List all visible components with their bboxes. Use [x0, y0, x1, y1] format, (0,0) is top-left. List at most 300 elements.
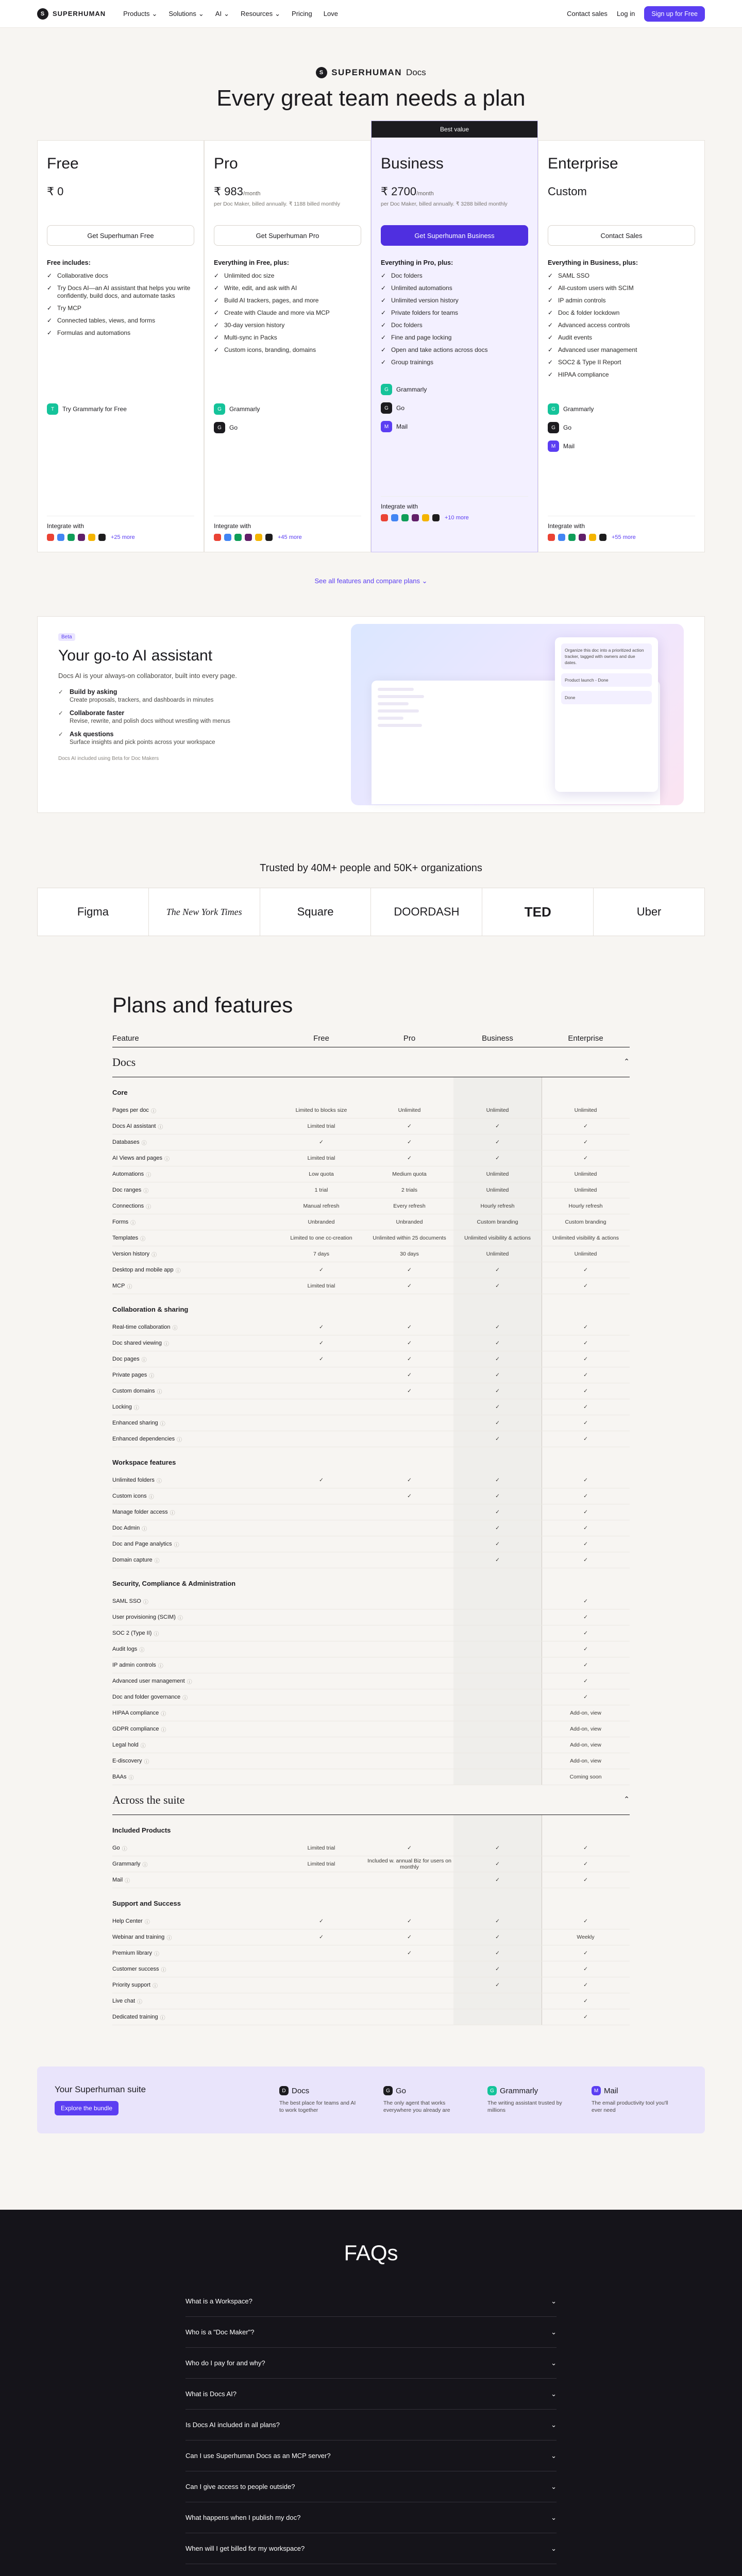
section-toggle[interactable]	[112, 1785, 630, 1815]
check-icon: ✓	[319, 1340, 324, 1346]
info-icon: ⓘ	[154, 1951, 160, 1957]
check-icon: ✓	[407, 1934, 412, 1940]
check-icon: ✓	[495, 1877, 500, 1883]
faq-question[interactable]	[185, 2502, 556, 2533]
hero-brand: SUPERHUMAN	[331, 67, 402, 77]
info-icon: ⓘ	[160, 2015, 165, 2021]
compare-table	[112, 1030, 630, 2025]
check-icon: ✓	[319, 1324, 324, 1330]
nav-item-label: AI	[215, 10, 222, 18]
pricing-plans	[37, 126, 705, 552]
feature-item	[214, 284, 361, 292]
check-icon: ✓	[495, 1388, 500, 1394]
feature-item	[47, 329, 194, 337]
info-icon: ⓘ	[161, 1967, 166, 1973]
feature-label: Automations	[112, 1171, 144, 1177]
nav-item-pricing[interactable]	[292, 10, 312, 18]
feature-name	[112, 1266, 277, 1274]
info-icon: ⓘ	[141, 1357, 147, 1363]
integrations-more-link[interactable]: +45 more	[278, 534, 302, 540]
info-icon: ⓘ	[146, 1172, 151, 1178]
feature-label: Domain capture	[112, 1557, 153, 1563]
feature-label: Mail	[112, 1877, 123, 1883]
check-icon: ✓	[495, 1966, 500, 1972]
check-icon: ✓	[583, 1388, 588, 1394]
integrations-more-link[interactable]: +25 more	[111, 534, 135, 540]
compare-section	[112, 1785, 630, 2025]
faq-question[interactable]	[185, 2564, 556, 2576]
info-icon: ⓘ	[151, 1252, 157, 1258]
check-icon: ✓	[495, 1934, 500, 1940]
check-icon: ✓	[495, 1420, 500, 1426]
check-icon: ✓	[47, 317, 53, 324]
integration-icon	[245, 534, 252, 541]
info-icon: ⓘ	[164, 1156, 170, 1162]
check-icon: ✓	[548, 359, 553, 366]
table-cell: Custom branding	[565, 1219, 606, 1225]
table-row	[112, 1399, 630, 1415]
login-link[interactable]: Log in	[616, 10, 635, 18]
nav-item-products[interactable]	[123, 10, 157, 18]
chevron-down-icon: ⌄	[275, 9, 281, 18]
feature-item	[214, 334, 361, 342]
suite-product-mail[interactable]	[583, 2086, 687, 2114]
table-cell: Unlimited	[574, 1187, 597, 1193]
table-row	[112, 1721, 630, 1737]
hero	[0, 28, 742, 111]
table-cell: Unlimited	[398, 1107, 421, 1113]
integrations-label: Integrate with	[548, 522, 585, 530]
grammarly-icon: G	[381, 384, 392, 395]
included-apps	[381, 384, 528, 439]
faq-question-text: Can I use Superhuman Docs as an MCP server?	[185, 2452, 331, 2460]
feature-label: Live chat	[112, 1998, 136, 2004]
included-app	[214, 422, 361, 433]
feature-item	[548, 297, 695, 304]
feature-label: 30-day version history	[224, 321, 285, 329]
info-icon: ⓘ	[143, 1599, 148, 1605]
table-row	[112, 1961, 630, 1977]
faq-question[interactable]	[185, 2471, 556, 2502]
logo-square: Square	[260, 888, 372, 936]
grammarly-icon: G	[487, 2086, 497, 2095]
check-icon: ✓	[548, 284, 553, 292]
integrations	[47, 516, 194, 541]
faq-question-text: What is a Workspace?	[185, 2297, 252, 2305]
superhuman-logo-icon: S	[37, 8, 48, 20]
check-icon: ✓	[495, 1982, 500, 1988]
check-icon: ✓	[583, 1950, 588, 1956]
table-cell: Limited trial	[307, 1283, 335, 1289]
info-icon: ⓘ	[157, 1389, 162, 1395]
feature-label: Grammarly	[112, 1861, 141, 1867]
ai-feature	[58, 731, 336, 745]
table-row	[112, 1993, 630, 2009]
logo-ted: TED	[482, 888, 594, 936]
nav-item-ai[interactable]	[215, 10, 229, 18]
suite-product-docs[interactable]	[271, 2086, 375, 2114]
faq-question-text: What is Docs AI?	[185, 2390, 237, 2398]
info-icon: ⓘ	[142, 1862, 148, 1868]
table-cell: Add-on, view	[570, 1742, 601, 1748]
feature-item	[214, 297, 361, 304]
feature-name	[112, 1773, 277, 1781]
suite-product-go[interactable]	[375, 2086, 479, 2114]
faq-question[interactable]	[185, 2533, 556, 2564]
feature-label: SOC 2 (Type II)	[112, 1630, 152, 1636]
faq-question[interactable]	[185, 2286, 556, 2317]
check-icon: ✓	[495, 1404, 500, 1410]
table-row	[112, 1856, 630, 1872]
feature-label: MCP	[112, 1283, 125, 1289]
feature-label: Forms	[112, 1219, 129, 1225]
table-cell: Unlimited visibility & actions	[552, 1235, 619, 1241]
feature-name	[112, 1630, 277, 1637]
plan-cta-button[interactable]: Get Superhuman Pro	[214, 225, 361, 246]
feature-name	[112, 1965, 277, 1973]
info-icon: ⓘ	[122, 1846, 127, 1852]
features-heading: Everything in Business, plus:	[548, 259, 638, 266]
table-cell: Unlimited	[574, 1251, 597, 1257]
check-icon: ✓	[495, 1267, 500, 1273]
feature-item	[214, 321, 361, 329]
feature-item	[214, 346, 361, 354]
ai-feature	[58, 709, 336, 724]
ai-footnote: Docs AI included using Beta for Doc Makers	[58, 756, 159, 761]
faq-question[interactable]	[185, 2410, 556, 2441]
feature-list	[214, 272, 361, 354]
check-icon: ✓	[548, 297, 553, 304]
feature-group-title: Core	[112, 1089, 128, 1096]
check-icon: ✓	[214, 272, 220, 279]
feature-name	[112, 1950, 277, 1957]
suite-product-desc: The email productivity tool you'll ever need	[592, 2100, 668, 2113]
table-cell: Included w. annual Biz for users on monthly	[367, 1858, 451, 1870]
integration-icons	[47, 534, 194, 541]
feature-label: Real-time collaboration	[112, 1324, 171, 1330]
chevron-down-icon: ⌄	[551, 2389, 556, 2398]
ai-illustration	[351, 624, 684, 805]
contact-sales-link[interactable]: Contact sales	[567, 10, 608, 18]
check-icon: ✓	[495, 1509, 500, 1515]
logo-the-new-york-times: The New York Times	[149, 888, 260, 936]
chat-bubble: Product launch - Done	[561, 673, 652, 687]
chat-bubble: Done	[561, 691, 652, 704]
feature-label: Doc and folder governance	[112, 1694, 181, 1700]
feature-name	[112, 1493, 277, 1500]
feature-label: HIPAA compliance	[112, 1710, 159, 1716]
feature-name	[112, 1387, 277, 1395]
table-row	[112, 1552, 630, 1568]
table-cell: Unlimited	[574, 1171, 597, 1177]
check-icon: ✓	[548, 272, 553, 279]
feature-name	[112, 1981, 277, 1989]
feature-label: BAAs	[112, 1774, 127, 1780]
check-icon: ✓	[319, 1139, 324, 1145]
check-icon: ✓	[583, 1678, 588, 1684]
signup-button[interactable]: Sign up for Free	[644, 6, 705, 22]
check-icon: ✓	[495, 1356, 500, 1362]
feature-name	[112, 1123, 277, 1130]
ai-desc: Docs AI is your always-on collaborator, built into every page.	[58, 672, 237, 680]
table-row	[112, 1945, 630, 1961]
table-row	[112, 1415, 630, 1431]
feature-group-title: Collaboration & sharing	[112, 1306, 189, 1313]
feature-name	[112, 1860, 277, 1868]
table-row	[112, 1472, 630, 1488]
check-icon: ✓	[381, 334, 386, 341]
app-label: Mail	[563, 443, 575, 450]
check-icon: ✓	[47, 284, 53, 292]
plan-cta-button[interactable]: Contact Sales	[548, 225, 695, 246]
integration-icon	[47, 534, 54, 541]
hero-product: Docs	[406, 67, 426, 77]
suite-product-title	[592, 2086, 679, 2095]
check-icon: ✓	[583, 1404, 588, 1410]
check-icon: ✓	[319, 1356, 324, 1362]
feature-item	[548, 309, 695, 317]
plan-card-pro	[204, 140, 371, 552]
integrations-more-link[interactable]: +10 more	[445, 515, 469, 521]
feature-label: Audit events	[558, 334, 593, 341]
faq-question[interactable]	[185, 2441, 556, 2471]
explore-bundle-button[interactable]: Explore the bundle	[55, 2101, 119, 2115]
info-icon: ⓘ	[166, 1935, 172, 1941]
feature-label: Legal hold	[112, 1742, 139, 1748]
feature-name	[112, 1155, 277, 1162]
feature-name	[112, 1646, 277, 1653]
table-row	[112, 1840, 630, 1856]
info-icon: ⓘ	[177, 1615, 183, 1621]
price-value: Custom	[548, 185, 587, 198]
logo-doordash: DOORDASH	[371, 888, 482, 936]
suite-product-grammarly[interactable]	[479, 2086, 583, 2114]
included-app	[548, 403, 695, 415]
check-icon: ✓	[47, 329, 53, 336]
feature-name	[112, 1171, 277, 1178]
check-icon: ✓	[495, 1155, 500, 1161]
check-icon: ✓	[495, 1372, 500, 1378]
integrations-more-link[interactable]: +55 more	[612, 534, 636, 540]
check-icon: ✓	[319, 1934, 324, 1940]
column-header: Free	[313, 1034, 329, 1043]
feature-item	[381, 334, 528, 342]
feature-label: Audit logs	[112, 1646, 138, 1652]
integration-icon	[234, 534, 242, 541]
column-header: Pro	[403, 1034, 416, 1043]
table-row	[112, 1278, 630, 1294]
nav-item-resources[interactable]	[241, 10, 280, 18]
feature-name	[112, 1282, 277, 1290]
feature-item	[381, 321, 528, 329]
info-icon: ⓘ	[158, 1124, 163, 1130]
integration-icon	[579, 534, 586, 541]
check-icon: ✓	[381, 284, 386, 292]
table-cell: Add-on, view	[570, 1758, 601, 1764]
feature-label: Formulas and automations	[57, 329, 131, 336]
table-cell: 7 days	[313, 1251, 329, 1257]
feature-name	[112, 1677, 277, 1685]
table-row	[112, 1488, 630, 1504]
info-icon: ⓘ	[144, 1919, 150, 1925]
feature-item	[47, 272, 194, 280]
check-icon: ✓	[495, 1436, 500, 1442]
plan-card-enterprise	[538, 140, 705, 552]
info-icon: ⓘ	[164, 1341, 169, 1347]
table-row	[112, 2009, 630, 2025]
feature-label: Fine and page locking	[391, 334, 452, 341]
integration-icon	[391, 514, 398, 521]
info-icon: ⓘ	[139, 1647, 145, 1653]
price-note: per Doc Maker, billed annually. ₹ 1188 billed monthly	[214, 201, 341, 207]
faq-section	[0, 2210, 742, 2576]
table-row	[112, 1262, 630, 1278]
suite-product-desc: The writing assistant trusted by millions	[487, 2100, 562, 2113]
plan-price	[548, 185, 695, 198]
feature-label: Unlimited folders	[112, 1477, 155, 1483]
feature-label: Private pages	[112, 1372, 147, 1378]
feature-item	[47, 317, 194, 325]
suite-product-name: Mail	[604, 2086, 618, 2095]
top-nav	[0, 0, 742, 28]
chevron-down-icon: ⌄	[551, 2328, 556, 2336]
check-icon: ✓	[495, 1557, 500, 1563]
check-icon: ✓	[58, 732, 63, 738]
feature-list	[47, 272, 194, 337]
column-header: Enterprise	[568, 1034, 603, 1043]
ai-feature-title: Collaborate faster	[70, 709, 125, 717]
feature-name	[112, 2013, 277, 2021]
check-icon: ✓	[495, 1845, 500, 1851]
feature-label: Custom domains	[112, 1388, 155, 1394]
ai-feature-title: Ask questions	[70, 731, 114, 738]
table-cell: Add-on, view	[570, 1726, 601, 1732]
feature-label: Private folders for teams	[391, 309, 459, 316]
check-icon: ✓	[583, 1123, 588, 1129]
ai-feature-desc: Revise, rewrite, and polish docs without wrestling with menus	[70, 718, 230, 724]
grammarly-icon: G	[214, 403, 225, 415]
plan-card-free	[37, 140, 204, 552]
integration-icon	[78, 534, 85, 541]
plan-cta-button[interactable]: Get Superhuman Business	[381, 225, 528, 246]
check-icon: ✓	[407, 1123, 412, 1129]
check-icon: ✓	[214, 309, 220, 316]
brand-name: SUPERHUMAN	[53, 10, 106, 18]
table-cell: Unlimited	[486, 1107, 509, 1113]
ai-chat-panel	[555, 637, 658, 792]
suite-banner	[37, 2066, 705, 2133]
integration-icon	[224, 534, 231, 541]
price-value: ₹ 0	[47, 185, 64, 198]
chevron-down-icon: ⌄	[551, 2482, 556, 2490]
table-row	[112, 1753, 630, 1769]
feature-label: Connected tables, views, and forms	[57, 317, 156, 324]
check-icon: ✓	[583, 1877, 588, 1883]
see-all-features-link[interactable]: See all features and compare plans ⌄	[314, 577, 428, 585]
check-icon: ✓	[495, 1493, 500, 1499]
check-icon: ✓	[583, 1283, 588, 1289]
check-icon: ✓	[319, 1477, 324, 1483]
table-cell: Unlimited visibility & actions	[464, 1235, 531, 1241]
customer-logos	[37, 888, 705, 936]
nav-item-label: Solutions	[168, 10, 196, 18]
brand-logo[interactable]	[37, 8, 106, 20]
faq-question[interactable]	[185, 2348, 556, 2379]
feature-label: Unlimited version history	[391, 297, 459, 304]
check-icon: ✓	[495, 1525, 500, 1531]
feature-item	[548, 334, 695, 342]
feature-label: Doc shared viewing	[112, 1340, 162, 1346]
integration-icon	[422, 514, 429, 521]
check-icon: ✓	[214, 321, 220, 329]
chevron-down-icon: ⌄	[224, 9, 229, 18]
feature-name	[112, 1524, 277, 1532]
section-toggle[interactable]	[112, 1047, 630, 1077]
info-icon: ⓘ	[128, 1775, 134, 1781]
section-title: Docs	[112, 1055, 136, 1069]
feature-label: All-custom users with SCIM	[558, 284, 634, 292]
table-cell: Unlimited	[574, 1107, 597, 1113]
info-icon: ⓘ	[156, 1478, 162, 1484]
nav-item-solutions[interactable]	[168, 10, 204, 18]
table-row	[112, 1351, 630, 1367]
feature-name	[112, 1234, 277, 1242]
table-cell: 1 trial	[314, 1187, 328, 1193]
included-app	[548, 440, 695, 452]
faq-question-text: Who do I pay for and why?	[185, 2359, 265, 2367]
check-icon: ✓	[583, 1541, 588, 1547]
check-icon: ✓	[583, 2014, 588, 2020]
ai-title: Your go-to AI assistant	[58, 647, 213, 664]
plan-price	[381, 185, 528, 198]
info-icon: ⓘ	[149, 1373, 155, 1379]
check-icon: ✓	[583, 1557, 588, 1563]
faq-question[interactable]	[185, 2379, 556, 2410]
check-icon: ✓	[407, 1340, 412, 1346]
info-icon: ⓘ	[174, 1542, 179, 1548]
check-icon: ✓	[548, 371, 553, 378]
check-icon: ✓	[583, 1918, 588, 1924]
plan-cta-button[interactable]: Get Superhuman Free	[47, 225, 194, 246]
chevron-down-icon: ⌄	[551, 2297, 556, 2305]
faq-question[interactable]	[185, 2317, 556, 2348]
feature-label: E-discovery	[112, 1758, 142, 1764]
check-icon: ✓	[583, 1982, 588, 1988]
table-row	[112, 1977, 630, 1993]
suite-product-title	[279, 2086, 367, 2095]
check-icon: ✓	[495, 1918, 500, 1924]
table-cell: Add-on, view	[570, 1710, 601, 1716]
feature-name	[112, 1844, 277, 1852]
feature-name	[112, 1614, 277, 1621]
info-icon: ⓘ	[158, 1663, 163, 1669]
table-row	[112, 1383, 630, 1399]
features-heading: Free includes:	[47, 259, 91, 266]
ai-feature-desc: Surface insights and pick points across your workspace	[70, 739, 215, 745]
feature-label: Locking	[112, 1404, 132, 1410]
chevron-down-icon: ⌄	[551, 2451, 556, 2460]
feature-label: Doc and Page analytics	[112, 1541, 172, 1547]
check-icon: ✓	[583, 1662, 588, 1668]
docs-icon: D	[279, 2086, 289, 2095]
integrations	[381, 496, 528, 521]
nav-item-love[interactable]	[324, 10, 338, 18]
plan-name: Pro	[214, 155, 238, 172]
ai-feature-title: Build by asking	[70, 688, 117, 696]
ai-feature	[58, 688, 336, 703]
feature-label: Manage folder access	[112, 1509, 168, 1515]
feature-name	[112, 1139, 277, 1146]
